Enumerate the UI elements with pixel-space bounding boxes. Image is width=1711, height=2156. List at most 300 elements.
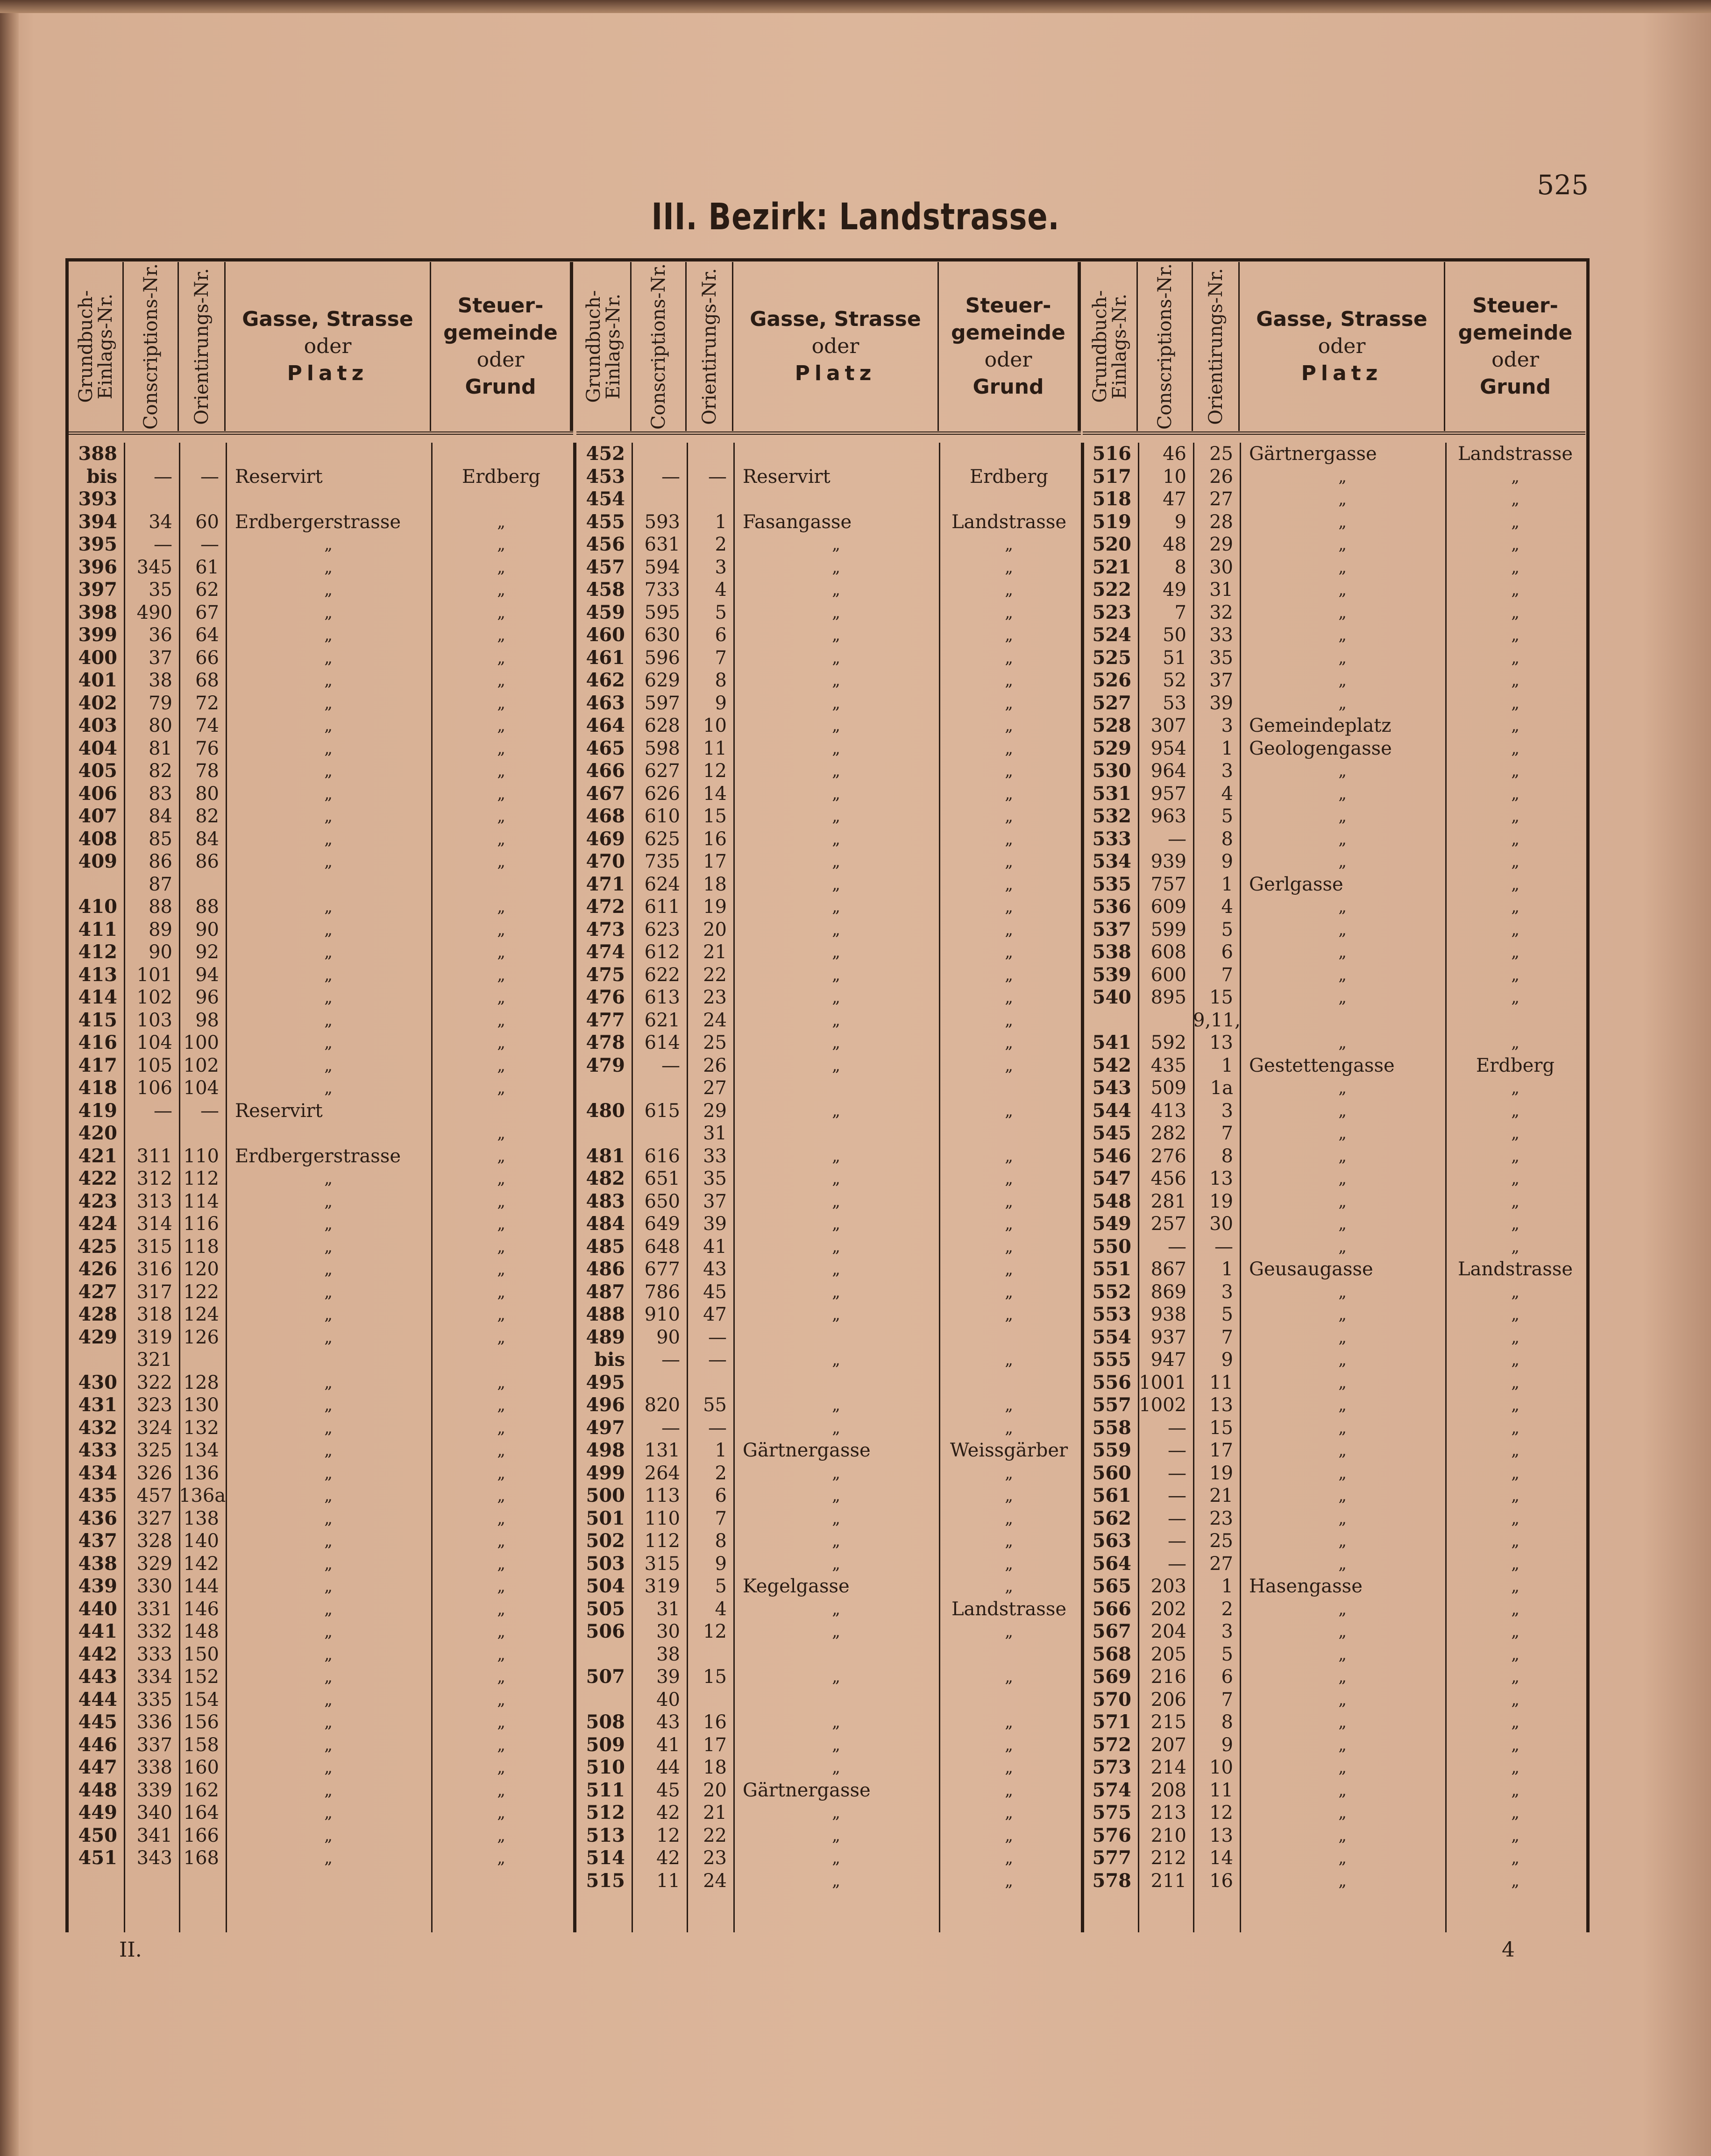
cell-gasse: „ xyxy=(1338,1826,1347,1845)
cell-gasse: „ xyxy=(832,1056,840,1075)
cell-gasse: „ xyxy=(1338,693,1347,713)
table-row xyxy=(576,896,1081,919)
cell-conscriptions-nr: 345 xyxy=(136,556,172,578)
cell-orientirungs-nr: 25 xyxy=(1209,443,1233,465)
cell-orientirungs-nr: 140 xyxy=(183,1530,219,1552)
cell-steuergemeinde: „ xyxy=(1511,1599,1519,1619)
cell-steuergemeinde: „ xyxy=(1511,648,1519,667)
cell-gasse: „ xyxy=(832,603,840,622)
table-row xyxy=(1083,986,1585,1009)
cell-orientirungs-nr: 134 xyxy=(183,1440,219,1461)
cell-orientirungs-nr: 11 xyxy=(703,737,727,759)
cell-orientirungs-nr: 112 xyxy=(183,1168,219,1189)
cell-conscriptions-nr: 46 xyxy=(1163,443,1186,465)
cell-steuergemeinde: „ xyxy=(497,1826,505,1845)
table-row xyxy=(1083,1711,1585,1734)
cell-conscriptions-nr: — xyxy=(154,466,172,488)
cell-orientirungs-nr: 14 xyxy=(1209,1847,1233,1869)
cell-gasse: „ xyxy=(1338,1215,1347,1233)
cell-orientirungs-nr: 86 xyxy=(195,851,219,872)
cell-orientirungs-nr: 1 xyxy=(1221,737,1233,759)
table-row xyxy=(576,1643,1081,1666)
cell-conscriptions-nr: 207 xyxy=(1150,1734,1186,1756)
cell-grundbuch-nr: 485 xyxy=(586,1235,625,1258)
cell-conscriptions-nr: 213 xyxy=(1150,1802,1186,1824)
cell-conscriptions-nr: 457 xyxy=(136,1485,172,1506)
table-row xyxy=(69,1326,573,1349)
table-row xyxy=(69,986,573,1009)
cell-gasse: „ xyxy=(832,1260,840,1279)
table-row xyxy=(69,1598,573,1621)
cell-gasse: „ xyxy=(324,1532,333,1550)
table-row xyxy=(1083,1009,1585,1032)
cell-gasse: „ xyxy=(324,852,333,871)
cell-conscriptions-nr: 43 xyxy=(656,1711,680,1733)
table-row xyxy=(1083,1417,1585,1440)
cell-steuergemeinde: „ xyxy=(497,1645,505,1664)
cell-grundbuch-nr: 418 xyxy=(78,1077,117,1099)
table-row xyxy=(1083,1281,1585,1304)
cell-steuergemeinde: „ xyxy=(497,920,505,939)
cell-steuergemeinde: „ xyxy=(497,716,505,735)
column-header-row xyxy=(69,258,573,435)
table-row xyxy=(576,466,1081,488)
table-row xyxy=(69,1258,573,1281)
cell-orientirungs-nr: 6 xyxy=(715,624,727,646)
cell-grundbuch-nr: 452 xyxy=(586,443,625,465)
header-steuergemeinde-line: Grund xyxy=(1480,375,1551,399)
cell-steuergemeinde: „ xyxy=(1005,1033,1013,1052)
header-grundbuch-line: Grundbuch- xyxy=(582,290,604,403)
cell-grundbuch-nr: 425 xyxy=(78,1235,117,1258)
cell-conscriptions-nr: 331 xyxy=(136,1598,172,1620)
table-row xyxy=(1083,1689,1585,1711)
cell-conscriptions-nr: 104 xyxy=(136,1032,172,1053)
cell-conscriptions-nr: 41 xyxy=(656,1734,680,1756)
cell-grundbuch-nr: 527 xyxy=(1092,692,1131,714)
table-row xyxy=(69,533,573,556)
table-row xyxy=(576,941,1081,964)
cell-grundbuch-nr: 413 xyxy=(78,963,117,986)
cell-grundbuch-nr: 570 xyxy=(1092,1688,1131,1711)
cell-gasse: „ xyxy=(324,943,333,961)
cell-orientirungs-nr: 19 xyxy=(1209,1462,1233,1484)
table-row xyxy=(1083,1462,1585,1485)
header-orientirungs xyxy=(687,262,733,431)
cell-grundbuch-nr: 431 xyxy=(78,1394,117,1416)
cell-conscriptions-nr: 113 xyxy=(644,1485,680,1506)
header-steuergemeinde-line: Steuer- xyxy=(457,294,544,318)
cell-grundbuch-nr: 424 xyxy=(78,1213,117,1235)
cell-gasse: Erdbergerstrasse xyxy=(235,511,401,533)
header-steuergemeinde xyxy=(1445,262,1585,431)
cell-conscriptions-nr: 10 xyxy=(1163,466,1186,488)
cell-grundbuch-nr: 436 xyxy=(78,1507,117,1529)
cell-gasse: „ xyxy=(832,988,840,1007)
table-row xyxy=(576,873,1081,896)
cell-steuergemeinde: Erdberg xyxy=(462,466,540,488)
cell-orientirungs-nr: 2 xyxy=(1221,1598,1233,1620)
cell-gasse: „ xyxy=(832,1599,840,1619)
cell-conscriptions-nr: 615 xyxy=(644,1100,680,1122)
cell-gasse: „ xyxy=(832,693,840,713)
table-row xyxy=(1083,624,1585,647)
cell-gasse: „ xyxy=(1338,1803,1347,1822)
cell-conscriptions-nr: 336 xyxy=(136,1711,172,1733)
cell-orientirungs-nr: 39 xyxy=(703,1213,727,1235)
cell-grundbuch-nr: 550 xyxy=(1092,1235,1131,1258)
header-conscriptions-label: Conscriptions-Nr. xyxy=(1154,263,1176,430)
cell-orientirungs-nr: 27 xyxy=(1209,1553,1233,1575)
table-row xyxy=(69,1643,573,1666)
table-row xyxy=(1083,850,1585,873)
cell-conscriptions-nr: 340 xyxy=(136,1802,172,1824)
cell-conscriptions-nr: 325 xyxy=(136,1440,172,1461)
cell-gasse: „ xyxy=(832,1532,840,1550)
header-gasse-line: Gasse, Strasse xyxy=(750,307,921,331)
cell-gasse: „ xyxy=(324,807,333,826)
cell-gasse: „ xyxy=(324,1758,333,1777)
cell-grundbuch-nr: 548 xyxy=(1092,1190,1131,1212)
table-row xyxy=(576,1009,1081,1032)
cell-steuergemeinde: „ xyxy=(497,1713,505,1732)
header-gasse-line: Gasse, Strasse xyxy=(242,307,413,331)
cell-grundbuch-nr: 473 xyxy=(586,918,625,940)
cell-steuergemeinde: „ xyxy=(497,1192,505,1211)
header-gasse xyxy=(733,262,939,431)
cell-steuergemeinde: „ xyxy=(497,1237,505,1256)
cell-gasse: „ xyxy=(832,829,840,848)
cell-grundbuch-nr: 535 xyxy=(1092,873,1131,895)
table-row xyxy=(576,850,1081,873)
cell-conscriptions-nr: 867 xyxy=(1150,1258,1186,1280)
cell-conscriptions-nr: 757 xyxy=(1150,873,1186,895)
cell-orientirungs-nr: 18 xyxy=(703,873,727,895)
cell-conscriptions-nr: 335 xyxy=(136,1689,172,1711)
cell-orientirungs-nr: 4 xyxy=(715,1598,727,1620)
table-row xyxy=(576,1349,1081,1371)
cell-steuergemeinde: „ xyxy=(1005,1169,1013,1188)
table-row xyxy=(1083,692,1585,715)
cell-grundbuch-nr: 525 xyxy=(1092,646,1131,669)
table-row xyxy=(1083,783,1585,806)
cell-grundbuch-nr: 515 xyxy=(586,1869,625,1892)
header-steuergemeinde-line: oder xyxy=(476,348,525,372)
cell-gasse: Kegelgasse xyxy=(743,1576,850,1597)
table-row xyxy=(69,1371,573,1394)
cell-conscriptions-nr: 413 xyxy=(1150,1100,1186,1122)
cell-steuergemeinde: „ xyxy=(497,1033,505,1052)
cell-conscriptions-nr: 314 xyxy=(136,1213,172,1235)
cell-grundbuch-nr: 514 xyxy=(586,1847,625,1869)
table-row xyxy=(69,1779,573,1802)
cell-grundbuch-nr: 469 xyxy=(586,827,625,850)
cell-orientirungs-nr: 37 xyxy=(703,1190,727,1212)
cell-grundbuch-nr: 559 xyxy=(1092,1439,1131,1461)
cell-orientirungs-nr: 23 xyxy=(1209,1507,1233,1529)
header-steuergemeinde xyxy=(431,262,573,431)
cell-orientirungs-nr: 104 xyxy=(183,1077,219,1099)
table-row xyxy=(576,1598,1081,1621)
cell-gasse: „ xyxy=(832,558,840,577)
cell-steuergemeinde: „ xyxy=(497,603,505,622)
cell-gasse: „ xyxy=(1338,1101,1347,1120)
cell-gasse: „ xyxy=(324,648,333,667)
cell-grundbuch-nr: 455 xyxy=(586,510,625,533)
cell-orientirungs-nr: 32 xyxy=(1209,601,1233,623)
cell-steuergemeinde: „ xyxy=(497,739,505,758)
header-steuergemeinde-line: Grund xyxy=(465,375,536,399)
header-gasse-line: Platz xyxy=(1301,361,1383,385)
cell-gasse: „ xyxy=(324,1668,333,1686)
cell-steuergemeinde: „ xyxy=(1511,1101,1519,1120)
cell-conscriptions-nr: 42 xyxy=(656,1847,680,1869)
cell-conscriptions-nr: — xyxy=(1168,828,1186,850)
cell-gasse: „ xyxy=(324,626,333,644)
cell-orientirungs-nr: 152 xyxy=(183,1666,219,1688)
table-row xyxy=(69,556,573,579)
cell-grundbuch-nr: 400 xyxy=(78,646,117,669)
cell-orientirungs-nr: 128 xyxy=(183,1371,219,1393)
cell-gasse: „ xyxy=(832,1396,840,1414)
cell-gasse: „ xyxy=(1338,1079,1347,1097)
cell-orientirungs-nr: 126 xyxy=(183,1326,219,1348)
cell-gasse: „ xyxy=(832,535,840,554)
header-steuergemeinde-line: oder xyxy=(984,348,1032,372)
cell-orientirungs-nr: 2 xyxy=(715,534,727,555)
cell-grundbuch-nr: 495 xyxy=(586,1371,625,1393)
table-row xyxy=(1083,919,1585,941)
cell-gasse: „ xyxy=(1338,1713,1347,1732)
cell-grundbuch-nr: 519 xyxy=(1092,510,1131,533)
cell-grundbuch-nr: 508 xyxy=(586,1711,625,1733)
cell-conscriptions-nr: 622 xyxy=(644,964,680,986)
cell-orientirungs-nr: 7 xyxy=(1221,1689,1233,1711)
cell-orientirungs-nr: 148 xyxy=(183,1621,219,1642)
cell-gasse: „ xyxy=(324,1735,333,1754)
cell-steuergemeinde: „ xyxy=(1005,875,1013,894)
cell-grundbuch-nr: 496 xyxy=(586,1394,625,1416)
cell-gasse: „ xyxy=(832,1192,840,1211)
cell-orientirungs-nr: 9 xyxy=(1221,1734,1233,1756)
cell-grundbuch-nr: 451 xyxy=(78,1847,117,1869)
cell-steuergemeinde: „ xyxy=(1005,1871,1013,1890)
table-row xyxy=(576,1824,1081,1847)
cell-steuergemeinde: „ xyxy=(497,1781,505,1800)
table-row xyxy=(576,1553,1081,1576)
cell-steuergemeinde: „ xyxy=(497,1758,505,1777)
cell-grundbuch-nr: 432 xyxy=(78,1416,117,1439)
cell-conscriptions-nr: 1001 xyxy=(1139,1371,1186,1393)
cell-grundbuch-nr: 510 xyxy=(586,1756,625,1778)
header-grundbuch-line: Einlags-Nr. xyxy=(94,293,116,400)
cell-gasse: „ xyxy=(832,807,840,826)
cell-steuergemeinde: „ xyxy=(1511,580,1519,599)
cell-orientirungs-nr: 80 xyxy=(195,783,219,805)
table-row xyxy=(576,624,1081,647)
cell-grundbuch-nr: 415 xyxy=(78,1009,117,1031)
cell-gasse: Gärtnergasse xyxy=(743,1440,871,1461)
table-row xyxy=(69,601,573,624)
cell-grundbuch-nr: 569 xyxy=(1092,1666,1131,1688)
cell-orientirungs-nr: 41 xyxy=(703,1236,727,1258)
cell-conscriptions-nr: 315 xyxy=(136,1236,172,1258)
cell-conscriptions-nr: 319 xyxy=(136,1326,172,1348)
cell-grundbuch-nr: 567 xyxy=(1092,1620,1131,1642)
table-row xyxy=(1083,1734,1585,1757)
cell-orientirungs-nr: 62 xyxy=(195,579,219,601)
cell-steuergemeinde: „ xyxy=(1511,535,1519,554)
header-grundbuch-line: Einlags-Nr. xyxy=(602,293,624,400)
header-conscriptions xyxy=(632,262,687,431)
table-row xyxy=(576,1417,1081,1440)
cell-gasse: „ xyxy=(1338,807,1347,826)
table-row xyxy=(576,647,1081,670)
cell-steuergemeinde: „ xyxy=(1005,1781,1013,1800)
cell-gasse: „ xyxy=(832,716,840,735)
cell-conscriptions-nr: 79 xyxy=(149,692,172,714)
cell-gasse: „ xyxy=(324,1441,333,1460)
cell-steuergemeinde: „ xyxy=(1511,1192,1519,1211)
cell-steuergemeinde: „ xyxy=(497,943,505,961)
table-row xyxy=(69,1077,573,1100)
cell-conscriptions-nr: — xyxy=(1168,1462,1186,1484)
cell-grundbuch-nr: 517 xyxy=(1092,465,1131,488)
cell-gasse: „ xyxy=(324,920,333,939)
cell-steuergemeinde: „ xyxy=(1511,1781,1519,1800)
cell-conscriptions-nr: 205 xyxy=(1150,1643,1186,1665)
cell-gasse: „ xyxy=(1338,784,1347,803)
cell-gasse: „ xyxy=(832,1758,840,1777)
cell-steuergemeinde: „ xyxy=(1005,1735,1013,1754)
cell-conscriptions-nr: 44 xyxy=(656,1757,680,1778)
cell-grundbuch-nr: 498 xyxy=(586,1439,625,1461)
cell-steuergemeinde: „ xyxy=(1511,1554,1519,1573)
cell-grundbuch-nr: 486 xyxy=(586,1258,625,1280)
table-row xyxy=(576,1439,1081,1462)
cell-grundbuch-nr: 531 xyxy=(1092,782,1131,805)
cell-conscriptions-nr: 84 xyxy=(149,806,172,827)
cell-grundbuch-nr: 396 xyxy=(78,556,117,578)
table-row xyxy=(69,1349,573,1371)
cell-orientirungs-nr: 27 xyxy=(703,1077,727,1099)
cell-orientirungs-nr: 55 xyxy=(703,1394,727,1416)
cell-orientirungs-nr: 11 xyxy=(1209,1779,1233,1801)
table-row xyxy=(576,1689,1081,1711)
cell-gasse: „ xyxy=(324,762,333,780)
table-row xyxy=(69,964,573,987)
cell-gasse: „ xyxy=(1338,829,1347,848)
cell-orientirungs-nr: 16 xyxy=(703,828,727,850)
cell-steuergemeinde: Erdberg xyxy=(970,466,1048,488)
table-row xyxy=(1083,1190,1585,1213)
cell-orientirungs-nr: 24 xyxy=(703,1009,727,1031)
header-gasse-line: oder xyxy=(1318,334,1366,358)
cell-orientirungs-nr: 19 xyxy=(1209,1190,1233,1212)
cell-orientirungs-nr: 33 xyxy=(1209,624,1233,646)
cell-steuergemeinde: „ xyxy=(497,1305,505,1324)
cell-gasse: „ xyxy=(324,1554,333,1573)
table-row xyxy=(576,1620,1081,1643)
table-row xyxy=(69,1553,573,1576)
cell-conscriptions-nr: 735 xyxy=(644,851,680,872)
cell-grundbuch-nr: 435 xyxy=(78,1484,117,1506)
table-row xyxy=(576,1167,1081,1190)
cell-gasse: Gärtnergasse xyxy=(743,1779,871,1801)
cell-gasse: „ xyxy=(832,1418,840,1437)
cell-orientirungs-nr: 68 xyxy=(195,670,219,691)
cell-grundbuch-nr: 573 xyxy=(1092,1756,1131,1778)
cell-gasse: „ xyxy=(832,1486,840,1505)
table-row xyxy=(69,1032,573,1054)
cell-orientirungs-nr: 12 xyxy=(703,1621,727,1642)
cell-conscriptions-nr: 87 xyxy=(149,873,172,895)
cell-grundbuch-nr: 446 xyxy=(78,1733,117,1756)
cell-gasse: „ xyxy=(832,1282,840,1301)
cell-grundbuch-nr: 534 xyxy=(1092,850,1131,872)
cell-gasse: „ xyxy=(1338,1192,1347,1211)
cell-grundbuch-nr: 429 xyxy=(78,1326,117,1348)
cell-grundbuch-nr: 472 xyxy=(586,896,625,918)
cell-conscriptions-nr: 593 xyxy=(644,511,680,533)
cell-grundbuch-nr: 524 xyxy=(1092,624,1131,646)
table-row xyxy=(1083,1349,1585,1371)
cell-steuergemeinde: „ xyxy=(1005,558,1013,577)
cell-steuergemeinde: „ xyxy=(1511,875,1519,894)
cell-orientirungs-nr: 43 xyxy=(703,1258,727,1280)
cell-gasse: „ xyxy=(1338,1441,1347,1460)
cell-gasse: „ xyxy=(1338,920,1347,939)
table-row xyxy=(69,1122,573,1145)
cell-orientirungs-nr: 13 xyxy=(1209,1824,1233,1846)
signature-mark: II. xyxy=(119,1938,142,1962)
cell-steuergemeinde: „ xyxy=(1005,829,1013,848)
table-row xyxy=(69,941,573,964)
cell-conscriptions-nr: 31 xyxy=(656,1598,680,1620)
table-row xyxy=(576,760,1081,783)
cell-steuergemeinde: „ xyxy=(1005,1056,1013,1075)
cell-steuergemeinde: „ xyxy=(497,648,505,667)
cell-steuergemeinde: „ xyxy=(497,1577,505,1596)
cell-orientirungs-nr: 8 xyxy=(1221,1711,1233,1733)
cell-conscriptions-nr: 608 xyxy=(1150,941,1186,963)
cell-conscriptions-nr: 330 xyxy=(136,1576,172,1597)
cell-grundbuch-nr: 448 xyxy=(78,1779,117,1801)
header-steuergemeinde-label xyxy=(1445,292,1585,401)
table-row xyxy=(576,601,1081,624)
cell-conscriptions-nr: 8 xyxy=(1174,556,1186,578)
cell-gasse: „ xyxy=(1338,1463,1347,1483)
table-row xyxy=(69,1394,573,1417)
cell-orientirungs-nr: 9 xyxy=(1221,851,1233,872)
cell-gasse: „ xyxy=(832,1509,840,1528)
cell-orientirungs-nr: 30 xyxy=(1209,556,1233,578)
cell-conscriptions-nr: 110 xyxy=(644,1507,680,1529)
table-row xyxy=(576,1802,1081,1824)
cell-orientirungs-nr: 122 xyxy=(183,1281,219,1303)
table-row xyxy=(69,1507,573,1530)
header-grundbuch xyxy=(1083,262,1138,431)
cell-steuergemeinde: Landstrasse xyxy=(951,511,1067,533)
table-row xyxy=(1083,1439,1585,1462)
cell-gasse: „ xyxy=(1338,762,1347,780)
header-orientirungs-label: Orientirungs-Nr. xyxy=(698,268,720,425)
cell-conscriptions-nr: 9 xyxy=(1174,511,1186,533)
cell-steuergemeinde: „ xyxy=(1005,1826,1013,1845)
cell-grundbuch-nr: 447 xyxy=(78,1756,117,1778)
cell-conscriptions-nr: 947 xyxy=(1150,1349,1186,1371)
cell-orientirungs-nr: 6 xyxy=(715,1485,727,1506)
